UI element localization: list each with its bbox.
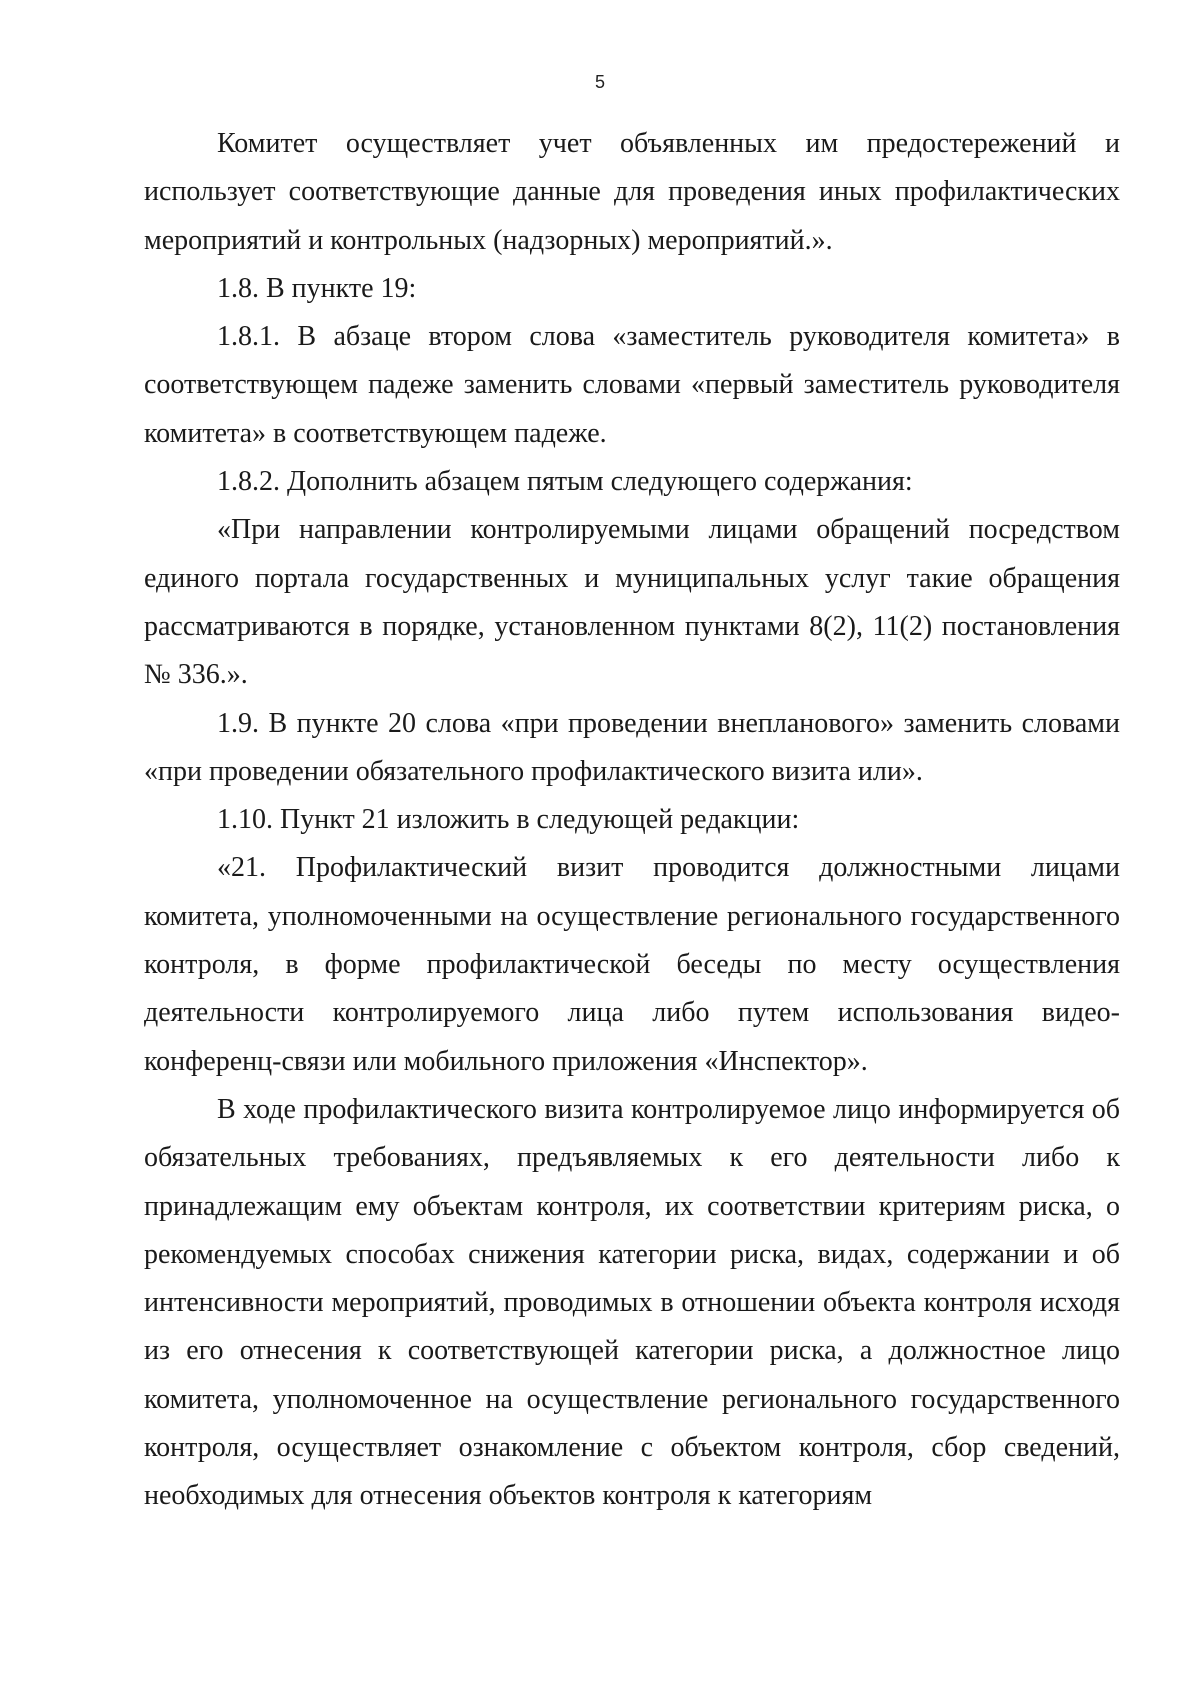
paragraph-quoted-appeals: «При направлении контролируемыми лицами обращений посредством единого портала государственных и муниципальных услуг такие обращения рассматриваются в порядке, установленном пунктами 8(2), 11(2) постановления № 336.».	[144, 514, 1120, 691]
paragraph-preventive-visit: В ходе профилактического визита контролируемое лицо информируется об обязательных требованиях, предъявляемых к его деятельности либо к принадлежащим ему объектам контроля, их соответствии критериям риска, о рекомендуемых способах снижения категории риска, видах, содержании и об интенсивности мероприятий, проводимых в отношении объекта контроля исходя из его отнесения к соответствующей категории риска, а должностное лицо комитета, уполномоченное на осуществление регионального государственного контроля, осуществляет ознакомление с объектом контроля, сбор сведений, необходимых для отнесения объектов контроля к категориям	[144, 1093, 1120, 1512]
paragraph-item-1-8-1: 1.8.1. В абзаце втором слова «заместитель руководителя комитета» в соответствующем падеже заменить словами «первый заместитель руководителя комитета» в соответствующем падеже.	[144, 321, 1120, 449]
page-number: 5	[594, 72, 605, 92]
paragraph-quoted-item-21: «21. Профилактический визит проводится должностными лицами комитета, уполномоченными на осуществление регионального государственного контроля, в форме профилактической беседы по месту осуществления деятельности контролируемого лица либо путем использования видео-конференц-связи или мобильного приложения «Инспектор».	[144, 852, 1120, 1077]
paragraph-item-1-8: 1.8. В пункте 19:	[217, 272, 417, 304]
paragraph-committee-warnings: Комитет осуществляет учет объявленных им предостережений и использует соответствующие данные для проведения иных профилактических мероприятий и контрольных (надзорных) мероприятий.».	[144, 128, 1120, 256]
paragraph-item-1-10: 1.10. Пункт 21 изложить в следующей редакции:	[217, 804, 800, 836]
paragraph-item-1-9: 1.9. В пункте 20 слова «при проведении внепланового» заменить словами «при проведении обязательного профилактического визита или».	[144, 707, 1120, 787]
paragraph-item-1-8-2: 1.8.2. Дополнить абзацем пятым следующего содержания:	[217, 466, 913, 498]
document-body	[144, 120, 1120, 1521]
